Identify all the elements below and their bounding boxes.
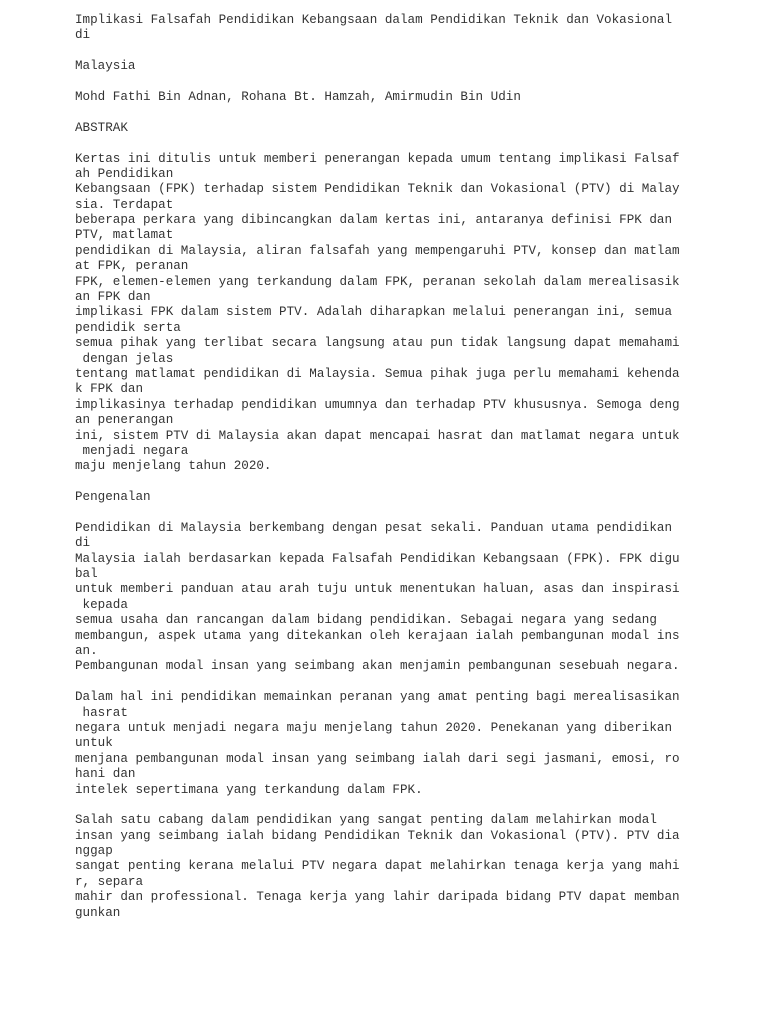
- text-line: Pendidikan di Malaysia berkembang dengan pesat sekali. Panduan utama pendidikan: [75, 520, 673, 535]
- blank-line: [75, 798, 695, 813]
- text-line: Dalam hal ini pendidikan memainkan peranan yang amat penting bagi merealisasikan: [75, 690, 680, 705]
- text-line: membangun, aspek utama yang ditekankan oleh kerajaan ialah pembangunan modal ins: [75, 628, 680, 643]
- title-country: Malaysia: [75, 59, 136, 74]
- authors: Mohd Fathi Bin Adnan, Rohana Bt. Hamzah, Amirmudin Bin Udin: [75, 89, 521, 104]
- abstract-heading: ABSTRAK: [75, 120, 128, 135]
- abstract-body: [75, 152, 695, 475]
- intro-paragraph-2: [75, 690, 695, 798]
- text-line: Malaysia ialah berdasarkan kepada Falsafah Pendidikan Kebangsaan (FPK). FPK digu: [75, 551, 680, 566]
- title-line: Implikasi Falsafah Pendidikan Kebangsaan dalam Pendidikan Teknik dan Vokasional: [75, 13, 673, 27]
- text-line: Kebangsaan (FPK) terhadap sistem Pendidikan Teknik dan Vokasional (PTV) di Malay: [75, 182, 680, 197]
- blank-line: [75, 675, 695, 690]
- text-line: maju menjelang tahun 2020.: [75, 459, 272, 474]
- intro-paragraph-1: [75, 521, 695, 675]
- blank-line: [75, 475, 695, 490]
- text-line: an penerangan: [75, 413, 174, 428]
- text-line: Pembangunan modal insan yang seimbang akan menjamin pembangunan sesebuah negara.: [75, 659, 680, 674]
- text-line: dengan jelas: [75, 351, 174, 366]
- text-line: menjana pembangunan modal insan yang seimbang ialah dari segi jasmani, emosi, ro: [75, 751, 680, 766]
- text-line: intelek sepertimana yang terkandung dalam FPK.: [75, 782, 423, 797]
- text-line: nggap: [75, 844, 113, 859]
- text-line: untuk memberi panduan atau arah tuju untuk menentukan haluan, asas dan inspirasi: [75, 582, 680, 597]
- text-line: k FPK dan: [75, 382, 144, 397]
- text-line: pendidikan di Malaysia, aliran falsafah yang mempengaruhi PTV, konsep dan matlam: [75, 243, 680, 258]
- text-line: untuk: [75, 736, 113, 751]
- text-line: implikasinya terhadap pendidikan umumnya dan terhadap PTV khususnya. Semoga deng: [75, 397, 680, 412]
- text-line: r, separa: [75, 874, 144, 889]
- text-line: pendidik serta: [75, 320, 181, 335]
- blank-line: [75, 44, 695, 59]
- text-line: implikasi FPK dalam sistem PTV. Adalah diharapkan melalui penerangan ini, semua: [75, 305, 673, 320]
- text-line: mahir dan professional. Tenaga kerja yang lahir daripada bidang PTV dapat memban: [75, 890, 680, 905]
- text-line: ini, sistem PTV di Malaysia akan dapat mencapai hasrat dan matlamat negara untuk: [75, 428, 680, 443]
- text-line: beberapa perkara yang dibincangkan dalam kertas ini, antaranya definisi FPK dan: [75, 213, 673, 228]
- blank-line: [75, 136, 695, 151]
- document-title: [75, 13, 695, 44]
- text-line: PTV, matlamat: [75, 228, 174, 243]
- text-line: an FPK dan: [75, 290, 151, 305]
- intro-heading: Pengenalan: [75, 490, 151, 505]
- blank-line: [75, 506, 695, 521]
- text-line: gunkan: [75, 905, 121, 920]
- intro-paragraph-3: [75, 813, 695, 921]
- text-line: semua pihak yang terlibat secara langsung atau pun tidak langsung dapat memahami: [75, 336, 680, 351]
- text-line: semua usaha dan rancangan dalam bidang pendidikan. Sebagai negara yang sedang: [75, 613, 657, 628]
- text-line: an.: [75, 644, 98, 659]
- text-line: bal: [75, 567, 98, 582]
- text-line: insan yang seimbang ialah bidang Pendidikan Teknik dan Vokasional (PTV). PTV dia: [75, 828, 680, 843]
- text-line: menjadi negara: [75, 443, 189, 458]
- document-page: [75, 13, 695, 921]
- text-line: sangat penting kerana melalui PTV negara dapat melahirkan tenaga kerja yang mahi: [75, 859, 680, 874]
- blank-line: [75, 75, 695, 90]
- text-line: FPK, elemen-elemen yang terkandung dalam FPK, peranan sekolah dalam merealisasik: [75, 274, 680, 289]
- text-line: hani dan: [75, 767, 136, 782]
- blank-line: [75, 105, 695, 120]
- text-line: di: [75, 536, 91, 551]
- text-line: Salah satu cabang dalam pendidikan yang sangat penting dalam melahirkan modal: [75, 813, 657, 828]
- text-line: sia. Terdapat: [75, 197, 174, 212]
- text-line: kepada: [75, 597, 128, 612]
- text-line: hasrat: [75, 705, 128, 720]
- text-line: ah Pendidikan: [75, 166, 174, 181]
- title-line: di: [75, 28, 91, 43]
- text-line: at FPK, peranan: [75, 259, 189, 274]
- text-line: tentang matlamat pendidikan di Malaysia. Semua pihak juga perlu memahami kehenda: [75, 366, 680, 381]
- text-line: negara untuk menjadi negara maju menjelang tahun 2020. Penekanan yang diberikan: [75, 720, 673, 735]
- text-line: Kertas ini ditulis untuk memberi penerangan kepada umum tentang implikasi Falsaf: [75, 151, 680, 166]
